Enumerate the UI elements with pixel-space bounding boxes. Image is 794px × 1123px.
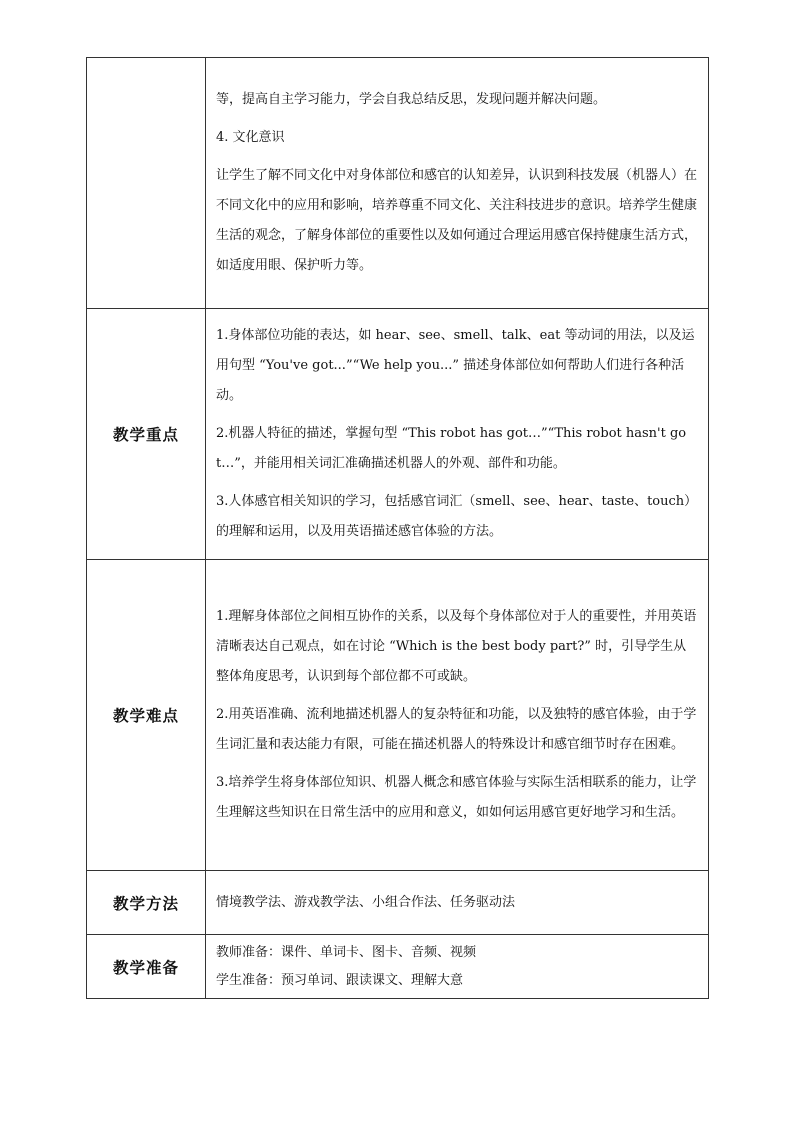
row-content bbox=[206, 58, 709, 309]
row-label-methods: 教学方法 bbox=[87, 871, 206, 935]
row-content bbox=[206, 935, 709, 999]
table-row bbox=[87, 58, 709, 309]
row-label bbox=[87, 58, 206, 309]
row-content bbox=[206, 560, 709, 871]
row-label-key-points: 教学重点 bbox=[87, 309, 206, 560]
row-content bbox=[206, 309, 709, 560]
section-heading: 4. 文化意识 bbox=[216, 130, 285, 145]
paragraph: 让学生了解不同文化中对身体部位和感官的认知差异，认识到科技发展（机器人）在不同文化中的应用和影响，培养尊重不同文化、关注科技进步的意识。培养学生健康生活的观念，了解身体部位的重要性以及如何通过合理运用感官保持健康生活方式，如适度用眼、保护听力等。 bbox=[216, 168, 698, 273]
table-row bbox=[87, 309, 709, 560]
table-row bbox=[87, 560, 709, 871]
lesson-plan-table bbox=[86, 57, 709, 999]
table-row bbox=[87, 871, 709, 935]
paragraph: 2.机器人特征的描述，掌握句型 “This robot has got…”“This robot hasn't got…”，并能用相关词汇准确描述机器人的外观、部件和功能。 bbox=[216, 426, 687, 471]
paragraph: 等，提高自主学习能力，学会自我总结反思，发现问题并解决问题。 bbox=[216, 92, 607, 107]
row-label-preparation: 教学准备 bbox=[87, 935, 206, 999]
paragraph: 情境教学法、游戏教学法、小组合作法、任务驱动法 bbox=[216, 894, 516, 910]
paragraph: 2.用英语准确、流利地描述机器人的复杂特征和功能，以及独特的感官体验，由于学生词汇量和表达能力有限，可能在描述机器人的特殊设计和感官细节时存在困难。 bbox=[216, 707, 697, 752]
row-content bbox=[206, 871, 709, 935]
table-row bbox=[87, 935, 709, 999]
paragraph: 3.培养学生将身体部位知识、机器人概念和感官体验与实际生活相联系的能力，让学生理解这些知识在日常生活中的应用和意义，如如何运用感官更好地学习和生活。 bbox=[216, 775, 697, 820]
row-label-difficulties: 教学难点 bbox=[87, 560, 206, 871]
paragraph: 教师准备：课件、单词卡、图卡、音频、视频 bbox=[216, 944, 477, 960]
paragraph: 1.理解身体部位之间相互协作的关系，以及每个身体部位对于人的重要性，并用英语清晰表达自己观点，如在讨论 “Which is the best body part?” 时，引导学生从整体角度思考，认识到每个部位都不可或缺。 bbox=[216, 609, 697, 684]
paragraph: 3.人体感官相关知识的学习，包括感官词汇（smell、see、hear、taste、touch）的理解和运用，以及用英语描述感官体验的方法。 bbox=[216, 494, 698, 539]
paragraph: 1.身体部位功能的表达，如 hear、see、smell、talk、eat 等动词的用法，以及运用句型 “You've got...”“We help you...” 描述身体部位如何帮助人们进行各种活动。 bbox=[216, 328, 695, 403]
paragraph: 学生准备：预习单词、跟读课文、理解大意 bbox=[216, 972, 464, 988]
